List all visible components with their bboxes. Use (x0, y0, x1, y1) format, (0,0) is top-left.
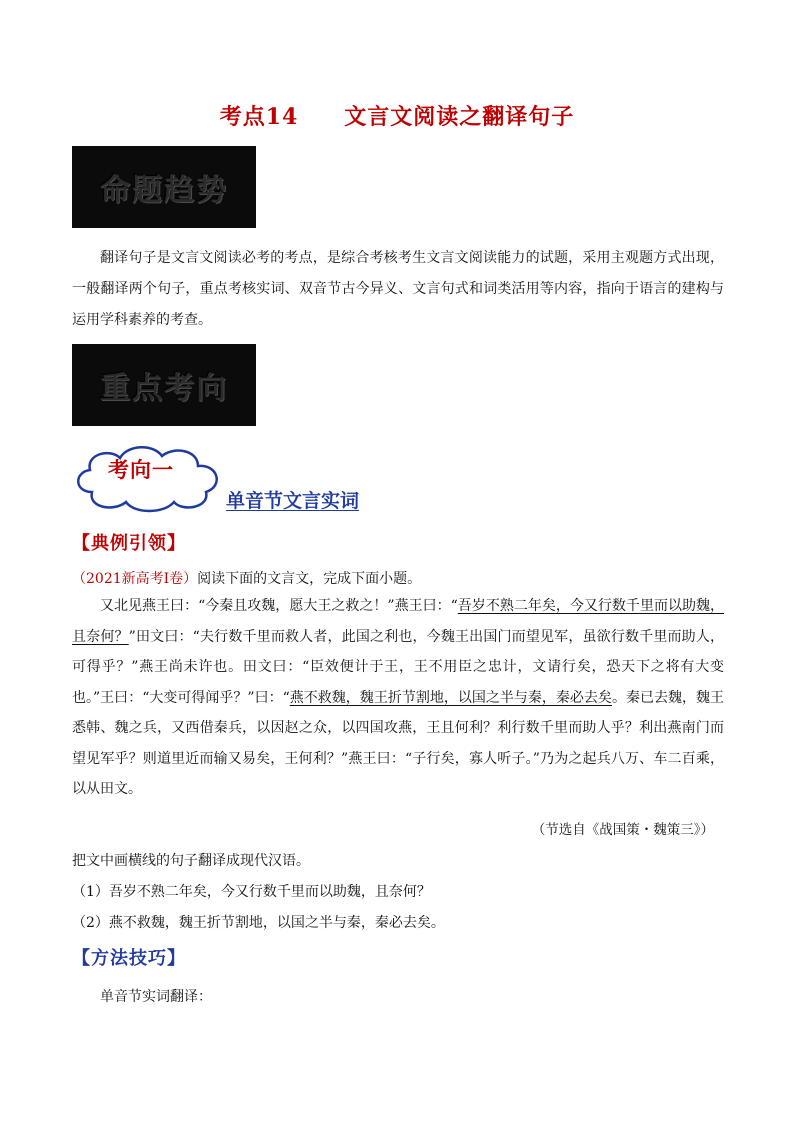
method-intro: 单音节实词翻译： (100, 989, 212, 1005)
source-tag: （2021新高考Ⅰ卷） (72, 571, 198, 587)
question-item: （1）吾岁不熟二年矣，今又行数千里而以助魏，且奈何？ (72, 884, 431, 900)
direction-title: 单音节文言实词 (226, 490, 360, 512)
source-instruction: 阅读下面的文言文，完成下面小题。 (197, 571, 422, 587)
passage-text: 。秦已去魏，魏王悉韩、魏之兵，又西借秦兵，以因赵之众，以四国攻燕，王且何利？利行数千里而助人乎？利出燕南门而望见军乎？则道里近而输又易矣，王何利？”燕王曰：“子行矣，寡人听子。”乃为之起兵八万、车二百乘，以从田文。 (72, 689, 725, 797)
passage-text: ”田文曰：“夫行数千里而救人者，此国之利也，今魏王出国门而望见军，虽欲行数千里而助人，可得乎？”燕王尚未许也。田文曰：“臣效便计于王，王不用臣之忠计，文请行矣，恐天下之将有大变也。”王曰：“大变可得闻乎？”曰：“ (72, 628, 725, 706)
trend-paragraph: 翻译句子是文言文阅读必考的考点，是综合考核考生文言文阅读能力的试题，采用主观题方式出现，一般翻译两个句子，重点考核实词、双音节古今异义、文言句式和词类活用等内容，指向于语言的建构与运用学科素养的考查。 (72, 250, 724, 328)
passage-attribution: （节选自《战国策・魏策三》） (531, 822, 714, 838)
underlined-sentence-1: 吾岁不熟二年矣，今又行数千里而以助魏，且奈何？ (72, 598, 724, 645)
question-item: （2）燕不救魏，魏王折节割地，以国之半与秦，秦必去矣。 (72, 915, 445, 931)
task-instruction: 把文中画横线的句子翻译成现代汉语。 (72, 853, 310, 869)
source-line (72, 568, 421, 588)
classical-passage (72, 591, 724, 805)
passage-text: 又北见燕王曰：“今秦且攻魏，愿大王之救之！”燕王曰：“ (100, 598, 458, 614)
page-title: 考点14 文言文阅读之翻译句子 (219, 104, 575, 130)
direction-label: 考向一 (108, 457, 174, 482)
underlined-sentence-2: 燕不救魏，魏王折节割地，以国之半与秦，秦必去矣 (289, 689, 612, 706)
example-header: 【典例引领】 (72, 533, 186, 554)
method-header: 【方法技巧】 (72, 948, 186, 969)
banner-label: 命题趋势 (100, 173, 228, 208)
banner-label: 重点考向 (100, 371, 228, 406)
section-banner-focus (72, 344, 256, 426)
section-banner-trend (72, 146, 256, 228)
